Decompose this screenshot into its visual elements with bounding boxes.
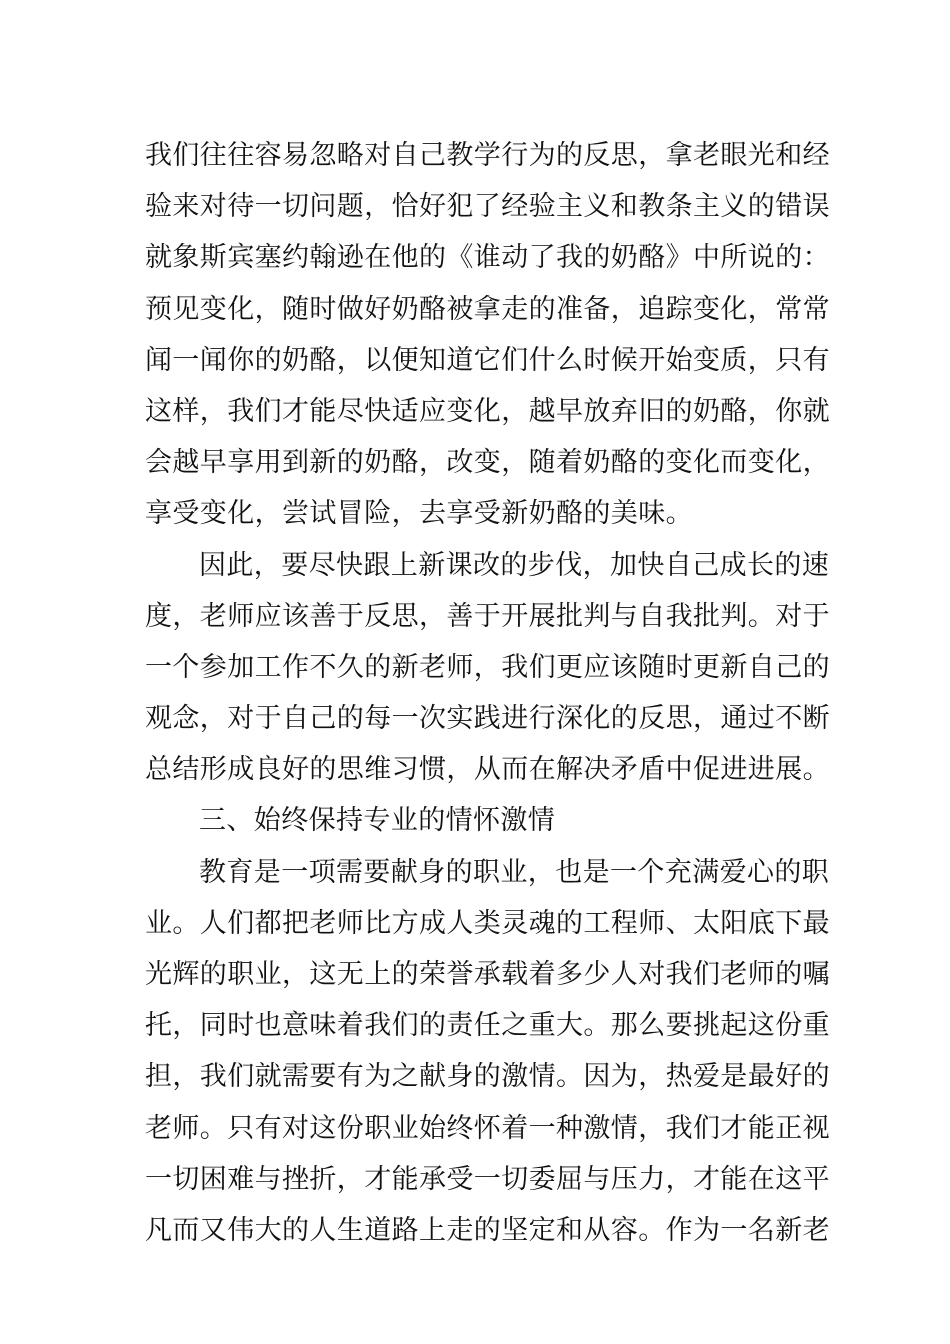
text-line: 凡而又伟大的人生道路上走的坚定和从容。作为一名新老 [145,1214,830,1246]
text-line: 因此，要尽快跟上新课改的步伐，加快自己成长的速 [199,549,830,581]
text-line: 度，老师应该善于反思，善于开展批判与自我批判。对于 [145,600,830,632]
text-line: 担，我们就需要有为之献身的激情。因为，热爱是最好的 [145,1061,830,1093]
text-line: 会越早享用到新的奶酪，改变，随着奶酪的变化而变化， [145,447,830,479]
text-line: 验来对待一切问题，恰好犯了经验主义和教条主义的错误 [145,191,830,223]
text-line: 一个参加工作不久的新老师，我们更应该随时更新自己的 [145,651,830,683]
text-line: 一切困难与挫折，才能承受一切委屈与压力，才能在这平 [145,1163,830,1195]
section-heading: 三、始终保持专业的情怀激情 [199,805,556,837]
text-line: 观念，对于自己的每一次实践进行深化的反思，通过不断 [145,703,830,735]
text-line: 业。人们都把老师比方成人类灵魂的工程师、太阳底下最 [145,907,830,939]
text-line: 享受变化，尝试冒险，去享受新奶酪的美味。 [145,498,693,530]
text-line: 总结形成良好的思维习惯，从而在解决矛盾中促进进展。 [145,754,830,786]
text-line: 就象斯宾塞约翰逊在他的《谁动了我的奶酪》中所说的： [145,242,830,274]
text-line: 我们往往容易忽略对自己教学行为的反思，拿老眼光和经 [145,140,830,171]
text-line: 闻一闻你的奶酪，以便知道它们什么时候开始变质，只有 [145,344,830,376]
text-line: 教育是一项需要献身的职业，也是一个充满爱心的职 [199,856,830,888]
text-line: 老师。只有对这份职业始终怀着一种激情，我们才能正视 [145,1112,830,1144]
text-line: 托，同时也意味着我们的责任之重大。那么要挑起这份重 [145,1010,830,1042]
text-line: 这样，我们才能尽快适应变化，越早放弃旧的奶酪，你就 [145,395,830,427]
document-text [145,130,830,1256]
text-line: 光辉的职业，这无上的荣誉承载着多少人对我们老师的嘱 [145,959,830,990]
text-line: 预见变化，随时做好奶酪被拿走的准备，追踪变化，常常 [145,293,830,325]
